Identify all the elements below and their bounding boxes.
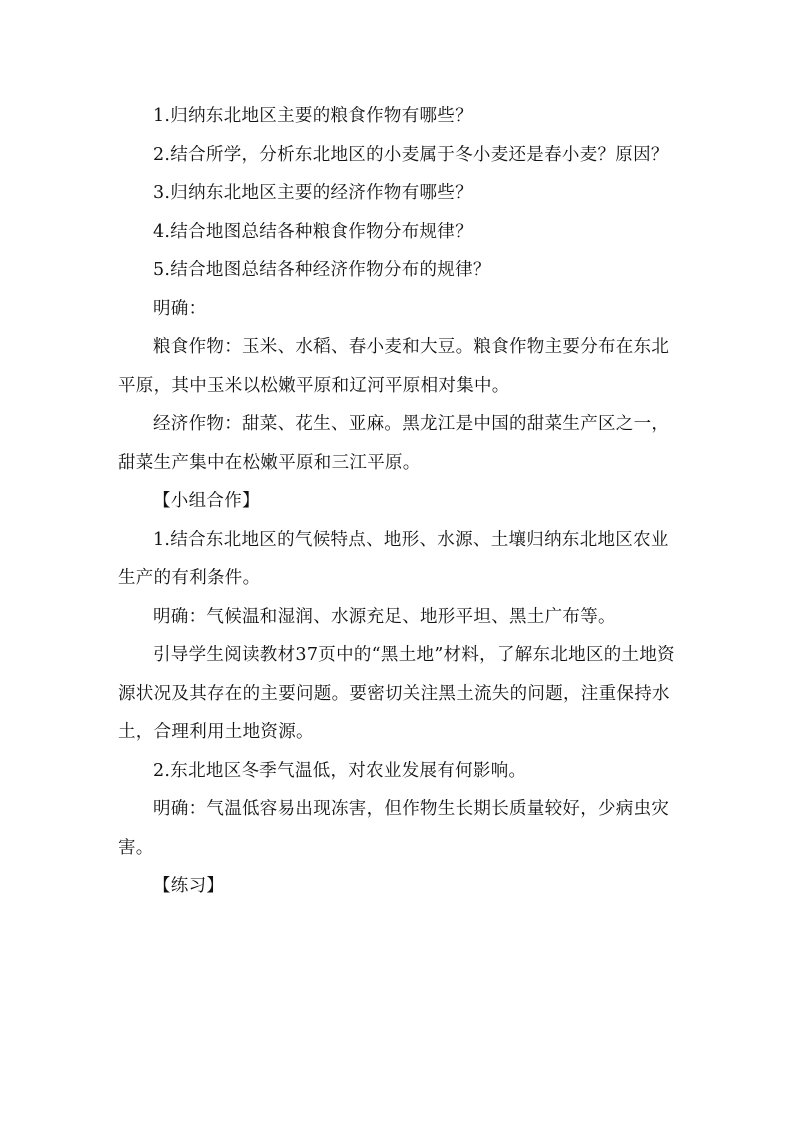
answer-label: 明确： xyxy=(153,298,207,319)
question-grain-crops: 1.归纳东北地区主要的粮食作物有哪些？ xyxy=(153,106,473,126)
question-grain-distribution: 4.结合地图总结各种粮食作物分布规律？ xyxy=(153,221,473,242)
question-cash-crops: 3.归纳东北地区主要的经济作物有哪些？ xyxy=(153,183,473,203)
document-body xyxy=(118,97,682,906)
group-question-winter-temperature: 2.东北地区冬季气温低，对农业发展有何影响。 xyxy=(153,760,527,781)
answer-winter-temperature: 明确：气温低容易出现冻害，但作物生长期长质量较好，少病虫灾害。 xyxy=(118,799,670,858)
section-heading-group-work: 【小组合作】 xyxy=(153,491,260,511)
answer-favorable-conditions: 明确：气候温和湿润、水源充足、地形平坦、黑土广布等。 xyxy=(153,606,616,627)
answer-cash-crops: 经济作物：甜菜、花生、亚麻。黑龙江是中国的甜菜生产区之一，甜菜生产集中在松嫩平原和三江平原。 xyxy=(118,414,670,473)
answer-grain-crops: 粮食作物：玉米、水稻、春小麦和大豆。粮食作物主要分布在东北平原，其中玉米以松嫩平原和辽河平原相对集中。 xyxy=(118,337,670,396)
guide-black-soil: 引导学生阅读教材37页中的“黑土地”材料，了解东北地区的土地资源状况及其存在的主要问题。要密切关注黑土流失的问题，注重保持水土，合理利用土地资源。 xyxy=(118,645,675,742)
question-cash-distribution: 5.结合地图总结各种经济作物分布的规律？ xyxy=(153,260,491,280)
section-heading-practice: 【练习】 xyxy=(153,876,225,896)
group-question-favorable-conditions: 1.结合东北地区的气候特点、地形、水源、土壤归纳东北地区农业生产的有利条件。 xyxy=(118,529,669,588)
question-wheat-type: 2.结合所学，分析东北地区的小麦属于冬小麦还是春小麦？原因？ xyxy=(153,144,669,165)
